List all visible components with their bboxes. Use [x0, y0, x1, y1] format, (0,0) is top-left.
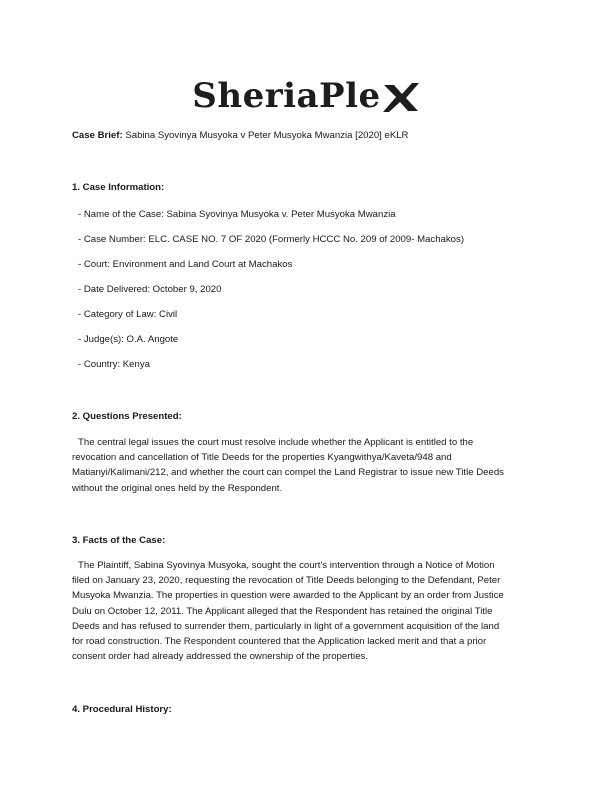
case-brief-label: Case Brief: — [72, 130, 123, 141]
logo-wordmark: SheriaPle — [192, 76, 381, 116]
paragraph-line: for road construction. The Respondent countered that the Application lacked merit and that a prior — [72, 636, 487, 648]
paragraph-line: Dulu on October 12, 2011. The Applicant alleged that the Respondent has retained the original Title — [72, 605, 493, 617]
case-brief-line — [72, 129, 408, 143]
paragraph-line: filed on January 23, 2020, requesting the revocation of Title Deeds belonging to the Defendant, Peter — [72, 575, 501, 587]
paragraph-line: Musyoka Mwanzia. The properties in question were awarded to the Applicant by an order from Justice — [72, 590, 504, 602]
paragraph-line: Matianyi/Kalimani/212, and whether the court can compel the Land Registrar to issue new Title Deeds — [72, 467, 504, 479]
sheriaplex-logo — [0, 76, 612, 116]
questions-presented-paragraph — [72, 435, 542, 496]
paragraph-line: without the original ones held by the Respondent. — [72, 482, 283, 494]
case-info-item: - Court: Environment and Land Court at Machakos — [78, 259, 293, 270]
case-info-item: - Category of Law: Civil — [78, 309, 178, 320]
case-info-item: - Date Delivered: October 9, 2020 — [78, 284, 222, 295]
case-brief-title: Sabina Syovinya Musyoka v Peter Musyoka Mwanzia [2020] eKLR — [125, 130, 409, 141]
section-heading-procedural-history: 4. Procedural History: — [72, 704, 172, 715]
case-info-item: - Case Number: ELC. CASE NO. 7 OF 2020 (Formerly HCCC No. 209 of 2009- Machakos) — [78, 234, 465, 245]
paragraph-line: consent order had already addressed the ownership of the properties. — [72, 651, 368, 663]
facts-paragraph — [72, 558, 542, 664]
case-info-item: - Name of the Case: Sabina Syovinya Musyoka v. Peter Musyoka Mwanzia — [78, 209, 396, 220]
paragraph-line: Deeds and has refused to surrender them, particularly in light of a government acquisition of the land — [72, 620, 500, 632]
case-info-item: - Judge(s): O.A. Angote — [78, 334, 179, 345]
paragraph-line: revocation and cancellation of Title Deeds for the properties Kyangwithya/Kaveta/948 and — [72, 452, 452, 464]
paragraph-line: The central legal issues the court must resolve include whether the Applicant is entitled to the — [78, 437, 474, 448]
section-heading-questions-presented: 2. Questions Presented: — [72, 411, 182, 422]
logo-x-icon — [382, 79, 420, 113]
paragraph-line: The Plaintiff, Sabina Syovinya Musyoka, sought the court's intervention through a Notice of Motion — [78, 560, 495, 571]
section-heading-case-information: 1. Case Information: — [72, 182, 165, 193]
section-heading-facts: 3. Facts of the Case: — [72, 535, 166, 546]
case-info-item: - Country: Kenya — [78, 359, 150, 370]
